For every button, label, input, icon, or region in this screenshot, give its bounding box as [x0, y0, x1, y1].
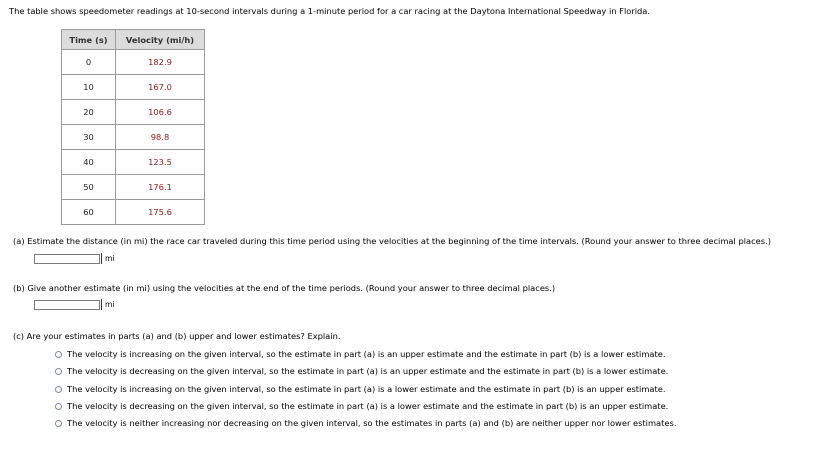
time-cell: 60 [62, 200, 116, 225]
radio-button-icon[interactable] [55, 403, 62, 410]
radio-button-icon[interactable] [55, 420, 62, 427]
velocity-column-header: Velocity (mi/h) [116, 30, 205, 50]
part-c-option-4[interactable] [55, 401, 668, 411]
part-b-unit-label: mi [101, 299, 115, 310]
time-cell: 50 [62, 175, 116, 200]
option-label: The velocity is increasing on the given interval, so the estimate in part (a) is an upper estimate and the estimate in part (b) is a lower estimate. [67, 349, 666, 359]
time-cell: 0 [62, 50, 116, 75]
velocity-table [61, 29, 205, 225]
part-b-answer-group [34, 299, 115, 310]
part-a-question: (a) Estimate the distance (in mi) the race car traveled during this time period using the velocities at the beginning of the time intervals. (Round your answer to three decimal places.) [13, 236, 771, 246]
time-cell: 40 [62, 150, 116, 175]
option-label: The velocity is decreasing on the given interval, so the estimate in part (a) is an upper estimate and the estimate in part (b) is a lower estimate. [67, 366, 669, 376]
radio-button-icon[interactable] [55, 368, 62, 375]
option-label: The velocity is decreasing on the given interval, so the estimate in part (a) is a lower estimate and the estimate in part (b) is an upper estimate. [67, 401, 669, 411]
table-row [62, 125, 205, 150]
part-b-question: (b) Give another estimate (in mi) using the velocities at the end of the time periods. (Round your answer to three decimal places.) [13, 283, 556, 293]
velocity-cell: 98.8 [116, 125, 205, 150]
table-row [62, 175, 205, 200]
table-row [62, 100, 205, 125]
part-b-answer-input[interactable] [34, 300, 100, 310]
table-header-row [62, 30, 205, 50]
time-cell: 20 [62, 100, 116, 125]
time-cell: 30 [62, 125, 116, 150]
velocity-cell: 167.0 [116, 75, 205, 100]
time-cell: 10 [62, 75, 116, 100]
table-row [62, 150, 205, 175]
part-a-answer-input[interactable] [34, 254, 100, 264]
table-row [62, 50, 205, 75]
part-a-answer-group [34, 253, 115, 264]
radio-button-icon[interactable] [55, 386, 62, 393]
velocity-cell: 123.5 [116, 150, 205, 175]
option-label: The velocity is increasing on the given interval, so the estimate in part (a) is a lower estimate and the estimate in part (b) is an upper estimate. [67, 384, 666, 394]
part-c-option-3[interactable] [55, 384, 666, 394]
part-c-option-1[interactable] [55, 349, 666, 359]
velocity-cell: 106.6 [116, 100, 205, 125]
part-c-option-2[interactable] [55, 366, 668, 376]
part-a-unit-label: mi [101, 253, 115, 264]
velocity-cell: 175.6 [116, 200, 205, 225]
table-row [62, 75, 205, 100]
table-row [62, 200, 205, 225]
velocity-cell: 176.1 [116, 175, 205, 200]
option-label: The velocity is neither increasing nor decreasing on the given interval, so the estimates in parts (a) and (b) are neither upper nor lower estimates. [67, 418, 677, 428]
radio-button-icon[interactable] [55, 351, 62, 358]
time-column-header: Time (s) [62, 30, 116, 50]
part-c-question: (c) Are your estimates in parts (a) and (b) upper and lower estimates? Explain. [13, 331, 341, 341]
part-c-option-5[interactable] [55, 418, 676, 428]
velocity-cell: 182.9 [116, 50, 205, 75]
problem-intro: The table shows speedometer readings at 10-second intervals during a 1-minute period for a car racing at the Daytona International Speedway in Florida. [9, 6, 651, 16]
